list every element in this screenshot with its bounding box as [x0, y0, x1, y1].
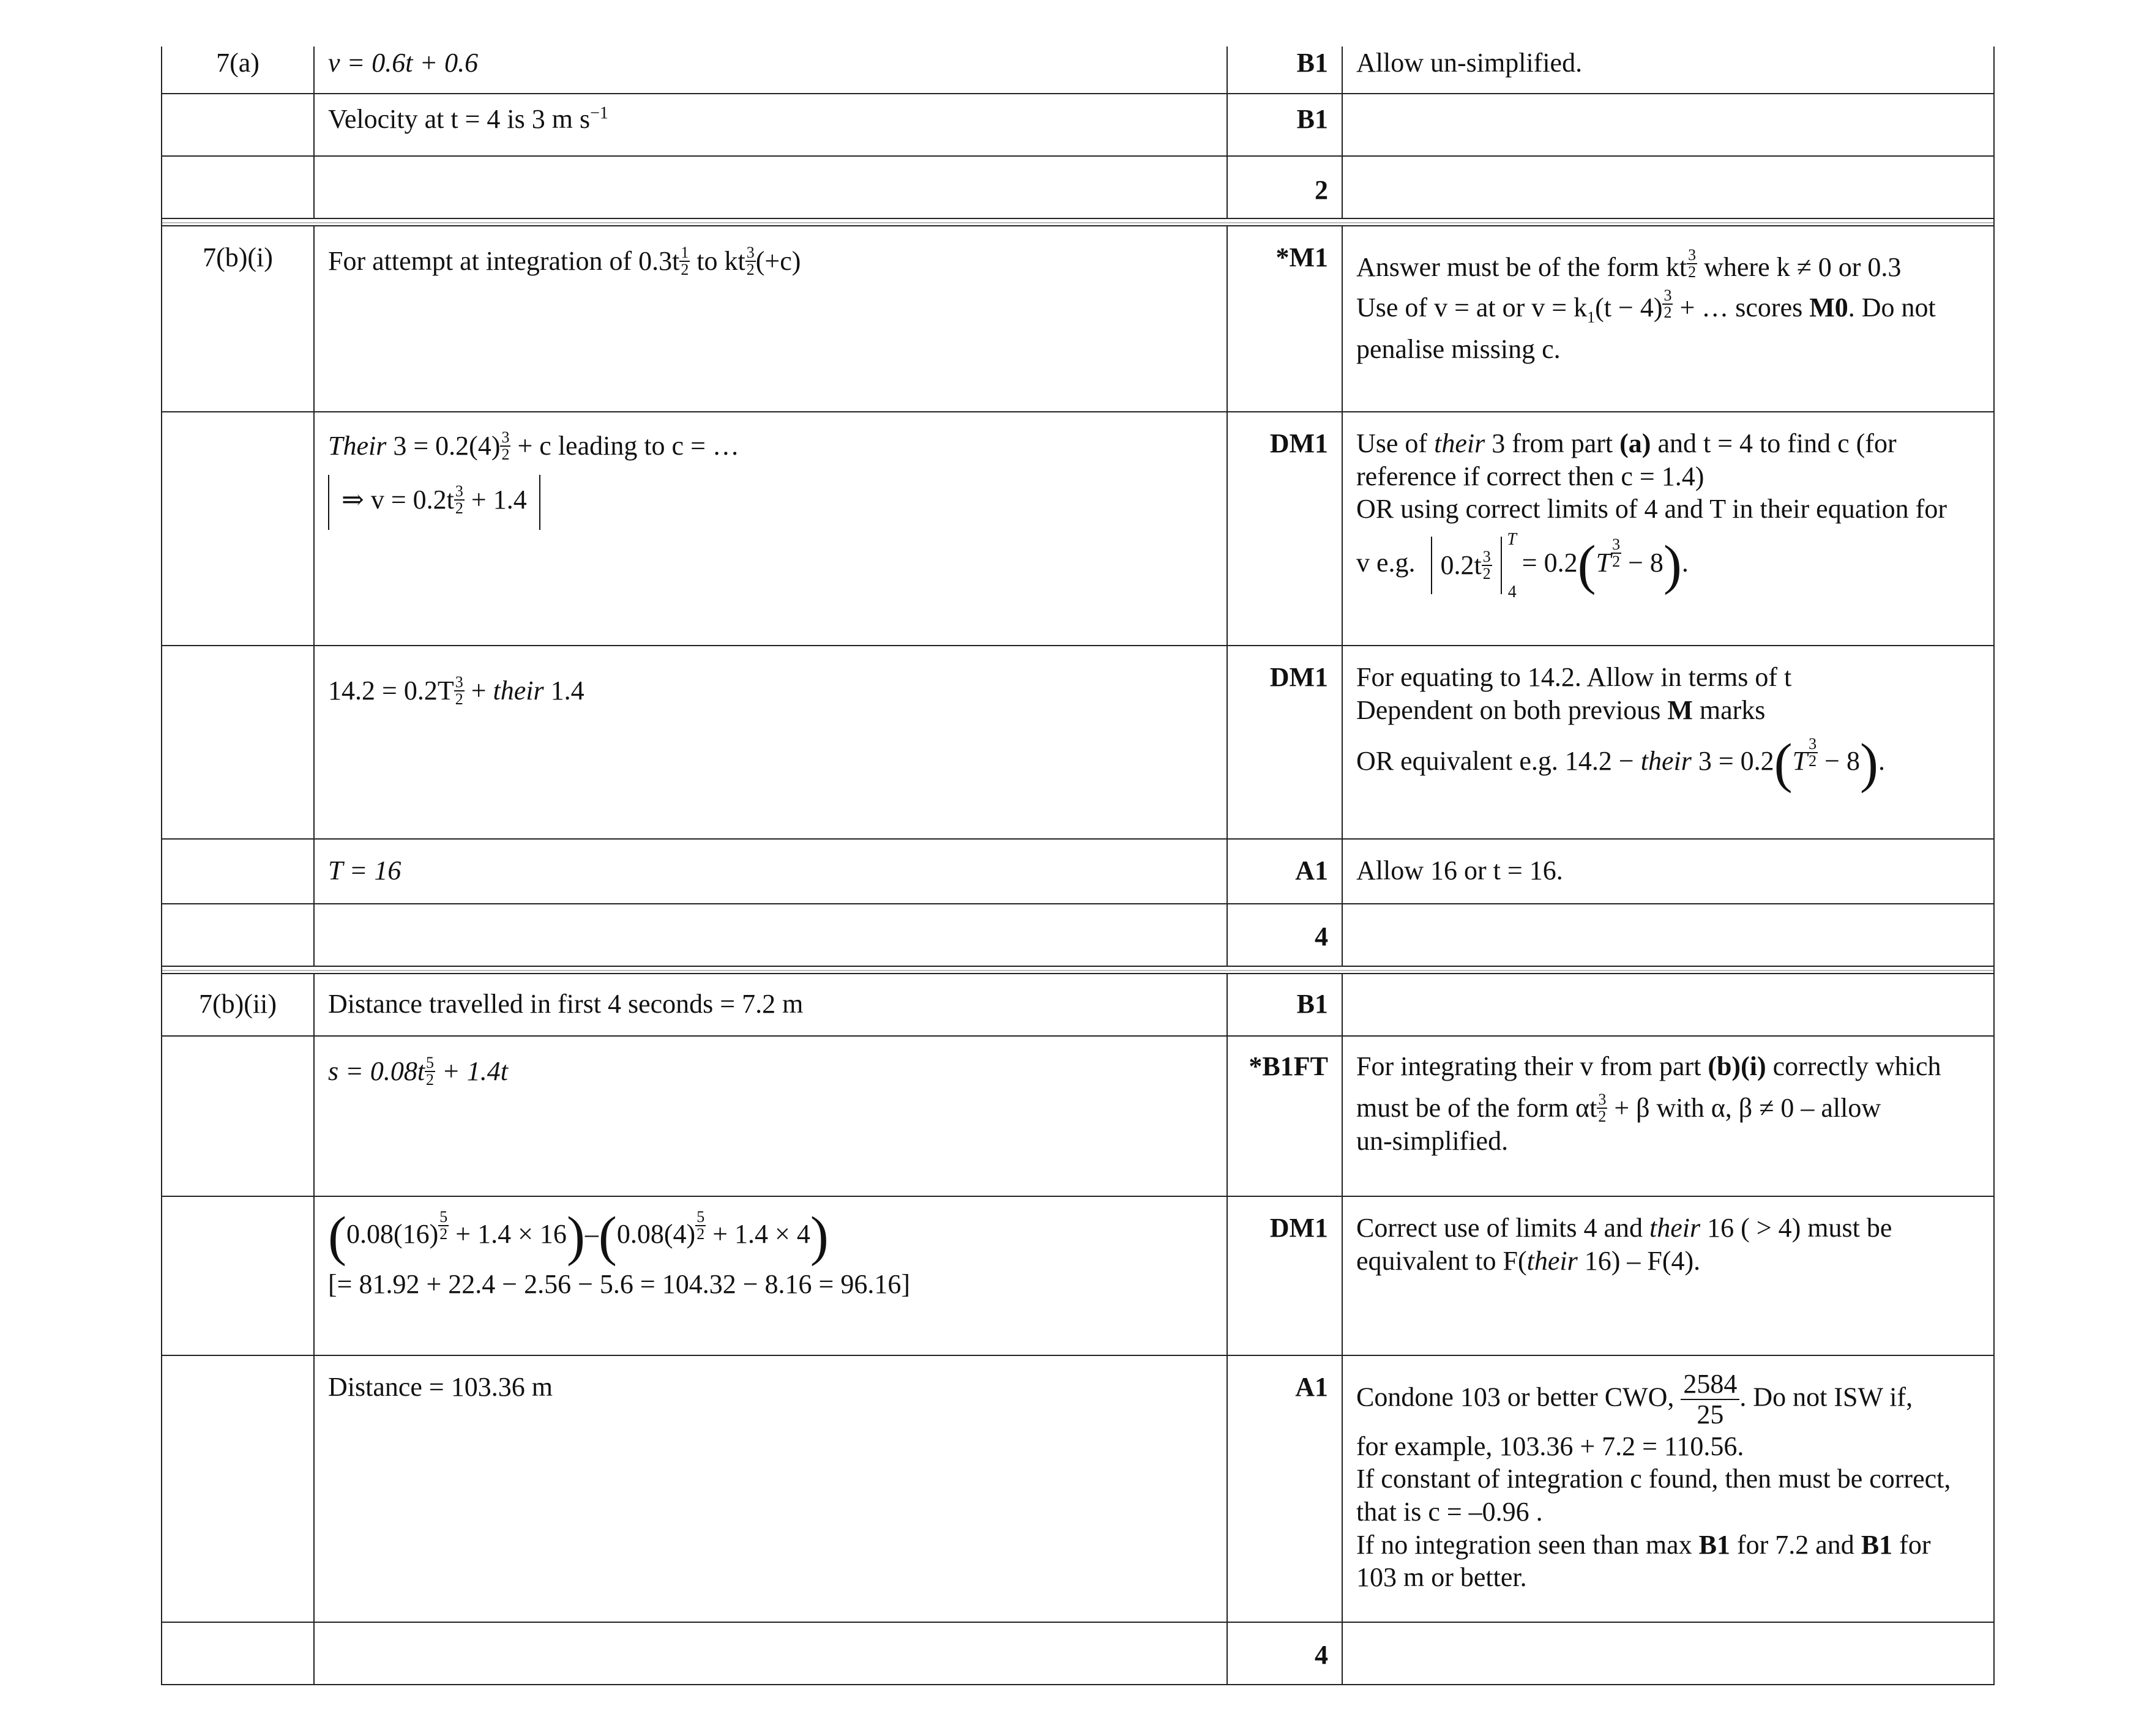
section-divider	[161, 966, 1995, 974]
guidance-cell	[1342, 157, 1993, 218]
answer-cell	[313, 157, 1227, 218]
mark-cell: B1	[1227, 94, 1342, 155]
question-7bii-block	[161, 974, 1995, 1685]
guidance-cell: For integrating their v from part (b)(i) correctly which must be of the form αt $^{\frac{3}{2}}$ + β with α, β ≠ 0 – allow un-simplified.	[1342, 1037, 1993, 1196]
question-label: 7(b)(ii)	[198, 989, 277, 1019]
table-row	[162, 974, 1993, 1037]
table-row	[162, 1197, 1993, 1356]
mark-cell: *B1FT	[1227, 1037, 1342, 1196]
answer-cell: Distance travelled in first 4 seconds = 7.2 m	[313, 974, 1227, 1035]
total-mark: 4	[1227, 904, 1342, 966]
table-row	[162, 1356, 1993, 1623]
answer-cell: Distance = 103.36 m	[313, 1356, 1227, 1622]
mark-cell: DM1	[1227, 646, 1342, 838]
mark-cell: B1	[1227, 974, 1342, 1035]
mark-cell: *M1	[1227, 226, 1342, 411]
answer-cell: 14.2 = 0.2T $^{\frac{3}{2}}$ + their 1.4	[313, 646, 1227, 838]
answer-cell: T = 16	[313, 840, 1227, 903]
bracketed-result: ⇒ v = 0.2t $^{\frac{3}{2}}$ + 1.4	[328, 475, 540, 530]
question-7bi-block	[161, 226, 1995, 966]
answer-cell: (0.08(16) $^{\frac{5}{2}}$ + 1.4 × 16)–(0.08(4) $^{\frac{5}{2}}$ + 1.4 × 4) [= 81.92 + 22.4 − 2.56 − 5.6 = 104.32 − 8.16 = 96.16]	[313, 1197, 1227, 1355]
section-divider	[161, 218, 1995, 226]
guidance-cell	[1342, 94, 1993, 155]
question-label: 7(b)(i)	[203, 242, 273, 272]
total-mark: 2	[1227, 157, 1342, 218]
table-row	[162, 47, 1993, 94]
answer-cell: Their 3 = 0.2(4) $^{\frac{3}{2}}$ + c leading to c = … ⇒ v = 0.2t $^{\frac{3}{2}}$ + 1.4	[313, 412, 1227, 645]
guidance-cell: Correct use of limits 4 and their 16 ( > 4) must be equivalent to F(their 16) – F(4).	[1342, 1197, 1993, 1355]
fraction: $\frac{2584}{25}$	[1681, 1369, 1739, 1430]
total-mark: 4	[1227, 1623, 1342, 1684]
mark-cell: A1	[1227, 840, 1342, 903]
mark-cell: A1	[1227, 1356, 1342, 1622]
answer-cell: For attempt at integration of 0.3t $^{\frac{1}{2}}$ to kt $^{\frac{3}{2}}$ (+c)	[313, 226, 1227, 411]
table-row	[162, 904, 1993, 966]
table-row	[162, 840, 1993, 904]
table-row	[162, 1623, 1993, 1685]
guidance-cell: Answer must be of the form kt $^{\frac{3}{2}}$ where k ≠ 0 or 0.3 Use of v = at or $v = k_1(t - 4)$ $^{\frac{3}{2}}$ + … scores M0. Do not penalise missing c.	[1342, 226, 1993, 411]
fraction-exponent: 3 2	[746, 244, 755, 278]
table-row	[162, 226, 1993, 412]
guidance-cell: Allow un-simplified.	[1342, 47, 1993, 93]
guidance-cell: Condone 103 or better CWO, $\frac{2584}{25}$ . Do not ISW if, for example, 103.36 + 7.2 = 110.56. If constant of integration c found, then must be correct, that is c = –0.96 . If no integration seen than max B1 for 7.2 and B1 for 103 m or better.	[1342, 1356, 1993, 1622]
answer-cell: s = 0.08t $^{\frac{5}{2}}$ + 1.4t	[313, 1037, 1227, 1196]
guidance-cell: Use of their 3 from part (a) and t = 4 to find c (for reference if correct then c = 1.4) OR using correct limits of 4 and T in their equation for v e.g. 0.2t $^{\frac{3}{2}}$ T 4 = 0.2(T $^{\frac{3}{2}}$ − 8).	[1342, 412, 1993, 645]
table-row	[162, 1037, 1993, 1197]
guidance-cell: For equating to 14.2. Allow in terms of t Dependent on both previous M marks OR equivalent e.g. 14.2 − their 3 = 0.2(T $^{\frac{3}{2}}$ − 8).	[1342, 646, 1993, 838]
mark-cell: DM1	[1227, 1197, 1342, 1355]
table-row	[162, 412, 1993, 646]
table-row	[162, 646, 1993, 840]
answer-cell: Velocity at t = 4 is 3 m $s^{-1}$	[313, 94, 1227, 155]
answer-cell: v = 0.6t + 0.6	[313, 47, 1227, 93]
mark-cell: DM1	[1227, 412, 1342, 645]
question-label: 7(a)	[216, 48, 260, 78]
table-row	[162, 94, 1993, 157]
guidance-cell: Allow 16 or t = 16.	[1342, 840, 1993, 903]
question-7a-block	[161, 47, 1995, 218]
mark-scheme-table	[161, 47, 1995, 1685]
table-row	[162, 157, 1993, 218]
fraction-exponent: 1 2	[681, 244, 689, 278]
mark-cell: B1	[1227, 47, 1342, 93]
